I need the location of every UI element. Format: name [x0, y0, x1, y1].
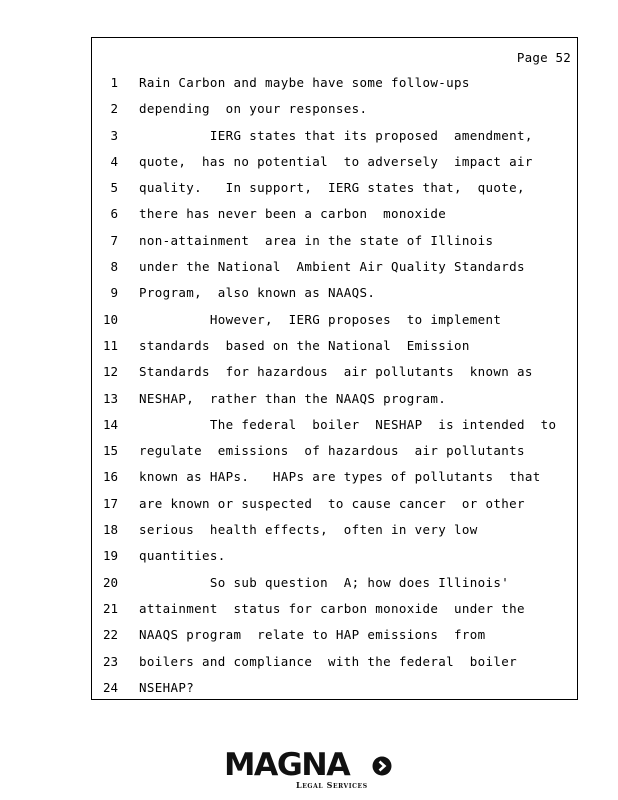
logo-subtitle: Legal Services: [296, 780, 368, 790]
line-number: 19: [102, 548, 118, 564]
line-text: Rain Carbon and maybe have some follow-ups: [139, 75, 470, 90]
line-number: 22: [102, 627, 118, 643]
transcript-line: [92, 96, 577, 122]
line-number: 21: [102, 600, 118, 616]
transcript-page: [91, 37, 578, 700]
line-text: there has never been a carbon monoxide: [139, 206, 447, 222]
transcript-line: [92, 149, 577, 175]
line-number: 15: [102, 443, 118, 459]
line-text: boilers and compliance with the federal boiler: [139, 653, 518, 669]
line-text: So sub question A; how does Illinois': [139, 574, 510, 590]
line-number: 8: [110, 259, 118, 275]
line-number: 5: [110, 180, 118, 196]
line-text: non-attainment area in the state of Illinois: [139, 232, 494, 248]
transcript-line: [92, 307, 577, 333]
transcript-line: [92, 333, 577, 359]
line-number: 2: [110, 101, 118, 117]
transcript-line: [92, 228, 577, 254]
transcript-line: [92, 175, 577, 201]
transcript-line: [92, 201, 577, 227]
line-text: quote, has no potential to adversely impact air: [139, 153, 533, 169]
transcript-line: [92, 622, 577, 648]
line-number: 14: [102, 416, 118, 432]
chevron-circle-icon: [372, 756, 392, 776]
line-number: 23: [102, 653, 118, 669]
line-text: NSEHAP?: [139, 679, 195, 695]
transcript-line: [92, 675, 577, 701]
line-text: attainment status for carbon monoxide under the: [139, 600, 525, 616]
transcript-line: [92, 570, 577, 596]
transcript-line: [92, 517, 577, 543]
line-number: 13: [102, 390, 118, 406]
line-number: 20: [102, 574, 118, 590]
line-number: 9: [110, 285, 118, 301]
line-text: regulate emissions of hazardous air pollutants: [139, 443, 525, 459]
line-number: 11: [102, 337, 118, 353]
line-text: Standards for hazardous air pollutants known as: [139, 364, 533, 380]
magna-logo: [224, 748, 399, 794]
line-number: 6: [110, 206, 118, 222]
page-number: Page 52: [516, 50, 571, 65]
line-text: However, IERG proposes to implement: [139, 311, 502, 327]
transcript-line: [92, 254, 577, 280]
line-number: 16: [102, 469, 118, 485]
line-number: 3: [110, 127, 118, 143]
line-number: 12: [102, 364, 118, 380]
transcript-line: [92, 438, 577, 464]
line-text: quality. In support, IERG states that, quote,: [139, 180, 525, 196]
transcript-line: [92, 280, 577, 306]
line-text: NESHAP, rather than the NAAQS program.: [139, 390, 447, 406]
line-text: quantities.: [139, 548, 226, 564]
transcript-line: [92, 412, 577, 438]
line-text: depending on your responses.: [139, 101, 368, 117]
transcript-line: [92, 386, 577, 412]
transcript-line: [92, 123, 577, 149]
transcript-line: [92, 464, 577, 490]
line-text: The federal boiler NESHAP is intended to: [139, 416, 557, 432]
transcript-line: [92, 649, 577, 675]
line-number: 7: [110, 232, 118, 248]
line-text: serious health effects, often in very low: [139, 522, 478, 538]
line-text: Program, also known as NAAQS.: [139, 285, 376, 301]
line-text: standards based on the National Emission: [139, 337, 470, 353]
line-text: known as HAPs. HAPs are types of pollutants that: [139, 469, 541, 485]
line-number: 1: [110, 75, 118, 90]
line-number: 10: [102, 311, 118, 327]
transcript-lines: [92, 70, 577, 701]
line-number: 18: [102, 522, 118, 538]
line-text: NAAQS program relate to HAP emissions from: [139, 627, 486, 643]
transcript-line: [92, 543, 577, 569]
line-number: 4: [110, 153, 118, 169]
transcript-line: [92, 359, 577, 385]
line-text: under the National Ambient Air Quality Standards: [139, 259, 525, 275]
logo-wordmark: MAGNA: [224, 747, 350, 783]
line-text: IERG states that its proposed amendment,: [139, 127, 533, 143]
transcript-line: [92, 491, 577, 517]
transcript-line: [92, 596, 577, 622]
line-number: 24: [102, 679, 118, 695]
line-text: are known or suspected to cause cancer or other: [139, 495, 525, 511]
line-number: 17: [102, 495, 118, 511]
transcript-line: [92, 70, 577, 96]
